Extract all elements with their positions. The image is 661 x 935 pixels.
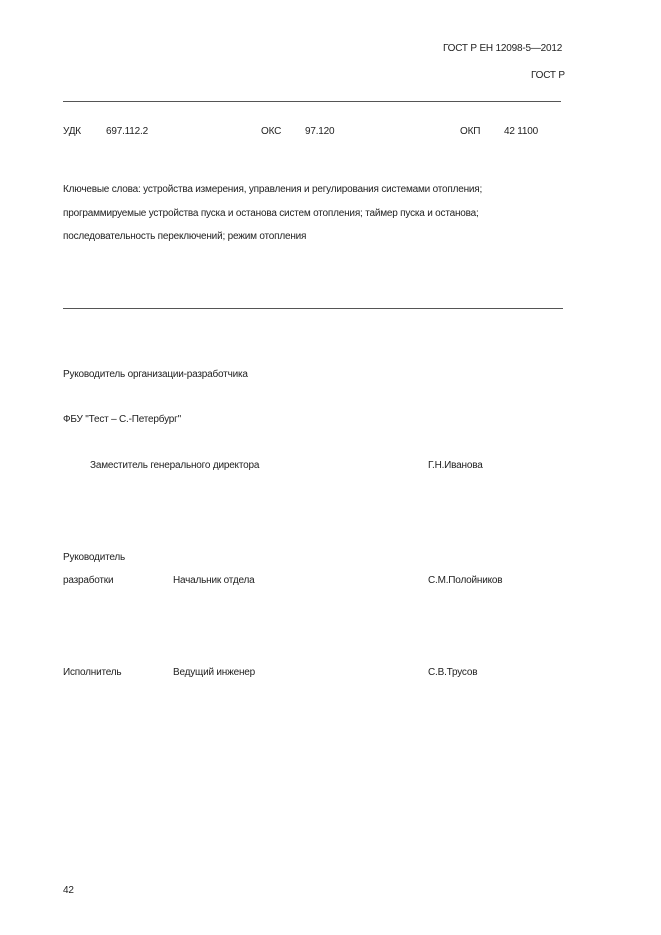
bottom-divider xyxy=(63,308,563,309)
deputy-name: Г.Н.Иванова xyxy=(428,460,483,471)
org-head-label: Руководитель организации-разработчика xyxy=(63,369,248,380)
executor-label: Исполнитель xyxy=(63,667,122,678)
dev-head-position: Начальник отдела xyxy=(173,575,255,586)
keywords-line-2: программируемые устройства пуска и останова систем отопления; таймер пуска и останова; xyxy=(63,208,479,219)
dev-head-name: С.М.Полойников xyxy=(428,575,503,586)
page-number: 42 xyxy=(63,885,74,896)
dev-head-label-line-1: Руководитель xyxy=(63,552,126,563)
org-name: ФБУ "Тест – С.-Петербург" xyxy=(63,414,181,425)
executor-name: С.В.Трусов xyxy=(428,667,478,678)
keywords-line-1: Ключевые слова: устройства измерения, управления и регулирования системами отопления; xyxy=(63,184,483,195)
okp-value: 42 1100 xyxy=(504,126,539,137)
executor-position: Ведущий инженер xyxy=(173,667,256,678)
dev-head-label-line-2: разработки xyxy=(63,575,114,586)
udk-label: УДК xyxy=(63,126,81,137)
standard-designation: ГОСТ Р ЕН 12098-5—2012 xyxy=(443,43,563,54)
deputy-title: Заместитель генерального директора xyxy=(90,460,260,471)
standard-designation-short: ГОСТ Р xyxy=(531,70,565,81)
oks-label: ОКС xyxy=(261,126,282,137)
okp-label: ОКП xyxy=(460,126,481,137)
udk-value: 697.112.2 xyxy=(106,126,148,137)
top-divider xyxy=(63,101,561,102)
keywords-line-3: последовательность переключений; режим отопления xyxy=(63,231,307,242)
oks-value: 97.120 xyxy=(305,126,335,137)
